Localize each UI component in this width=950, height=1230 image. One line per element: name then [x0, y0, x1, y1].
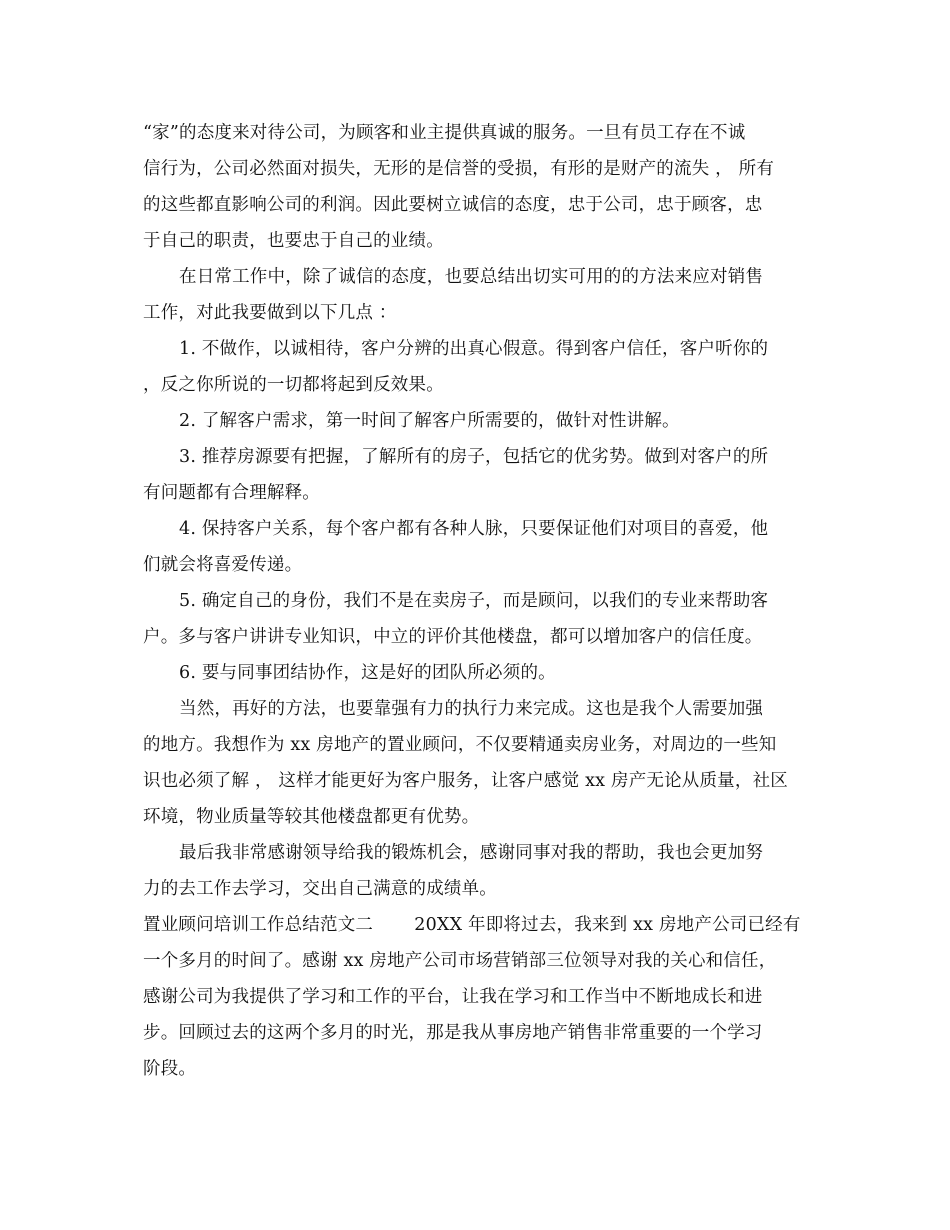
text-line: 阶段。 [143, 1059, 197, 1079]
list-item-2: 2. 了解客户需求，第一时间了解客户所需要的，做针对性讲解。 [179, 411, 680, 431]
text-line: 们就会将喜爱传递。 [143, 555, 303, 575]
text-line: 一个多月的时间了。感谢 xx 房地产公司市场营销部三位领导对我的关心和信任， [143, 951, 777, 971]
text-line: 感谢公司为我提供了学习和工作的平台，让我在学习和工作当中不断地成长和进 [143, 987, 763, 1007]
list-item-4: 4. 保持客户关系，每个客户都有各种人脉，只要保证他们对项目的喜爱，他 [179, 519, 769, 539]
text-line: 信行为，公司必然面对损失，无形的是信誉的受损，有形的是财产的流失 ， 所有 [143, 159, 775, 179]
section-title-line: 置业顾问培训工作总结范文二 20XX 年即将过去，我来到 xx 房地产公司已经有 [143, 915, 801, 935]
text-line: 于自己的职责，也要忠于自己的业绩。 [143, 231, 444, 251]
list-item-1: 1. 不做作，以诚相待，客户分辨的出真心假意。得到客户信任，客户听你的 [179, 339, 769, 359]
list-item-6: 6. 要与同事团结协作，这是好的团队所必须的。 [179, 663, 556, 683]
text-line: 识也必须了解 ， 这样才能更好为客户服务，让客户感觉 xx 房产无论从质量，社区 [143, 771, 788, 791]
text-line: 户。多与客户讲讲专业知识，中立的评价其他楼盘，都可以增加客户的信任度。 [143, 627, 763, 647]
paragraph-start-line: 当然，再好的方法，也要靠强有力的执行力来完成。这也是我个人需要加强 [179, 699, 764, 719]
paragraph-start-line: 最后我非常感谢领导给我的锻炼机会，感谢同事对我的帮助，我也会更加努 [179, 843, 764, 863]
text-line: “家”的态度来对待公司，为顾客和业主提供真诚的服务。一旦有员工存在不诚 [143, 123, 746, 143]
text-line: 力的去工作去学习，交出自己满意的成绩单。 [143, 879, 497, 899]
text-line: 步。回顾过去的这两个多月的时光，那是我从事房地产销售非常重要的一个学习 [143, 1023, 763, 1043]
document-body [143, 115, 809, 1087]
text-line: 环境，物业质量等较其他楼盘都更有优势。 [143, 807, 480, 827]
text-line: 工作，对此我要做到以下几点 ： [143, 303, 397, 323]
list-item-3: 3. 推荐房源要有把握，了解所有的房子，包括它的优劣势。做到对客户的所 [179, 447, 769, 467]
text-line: 的这些都直影响公司的利润。因此要树立诚信的态度，忠于公司，忠于顾客，忠 [143, 195, 763, 215]
text-line: ，反之你所说的一切都将起到反效果。 [143, 375, 444, 395]
text-line: 的地方。我想作为 xx 房地产的置业顾问，不仅要精通卖房业务，对周边的一些知 [143, 735, 777, 755]
paragraph-start-line: 在日常工作中，除了诚信的态度，也要总结出切实可用的的方法来应对销售 [179, 267, 764, 287]
list-item-5: 5. 确定自己的身份，我们不是在卖房子，而是顾问，以我们的专业来帮助客 [179, 591, 769, 611]
text-line: 有问题都有合理解释。 [143, 483, 320, 503]
